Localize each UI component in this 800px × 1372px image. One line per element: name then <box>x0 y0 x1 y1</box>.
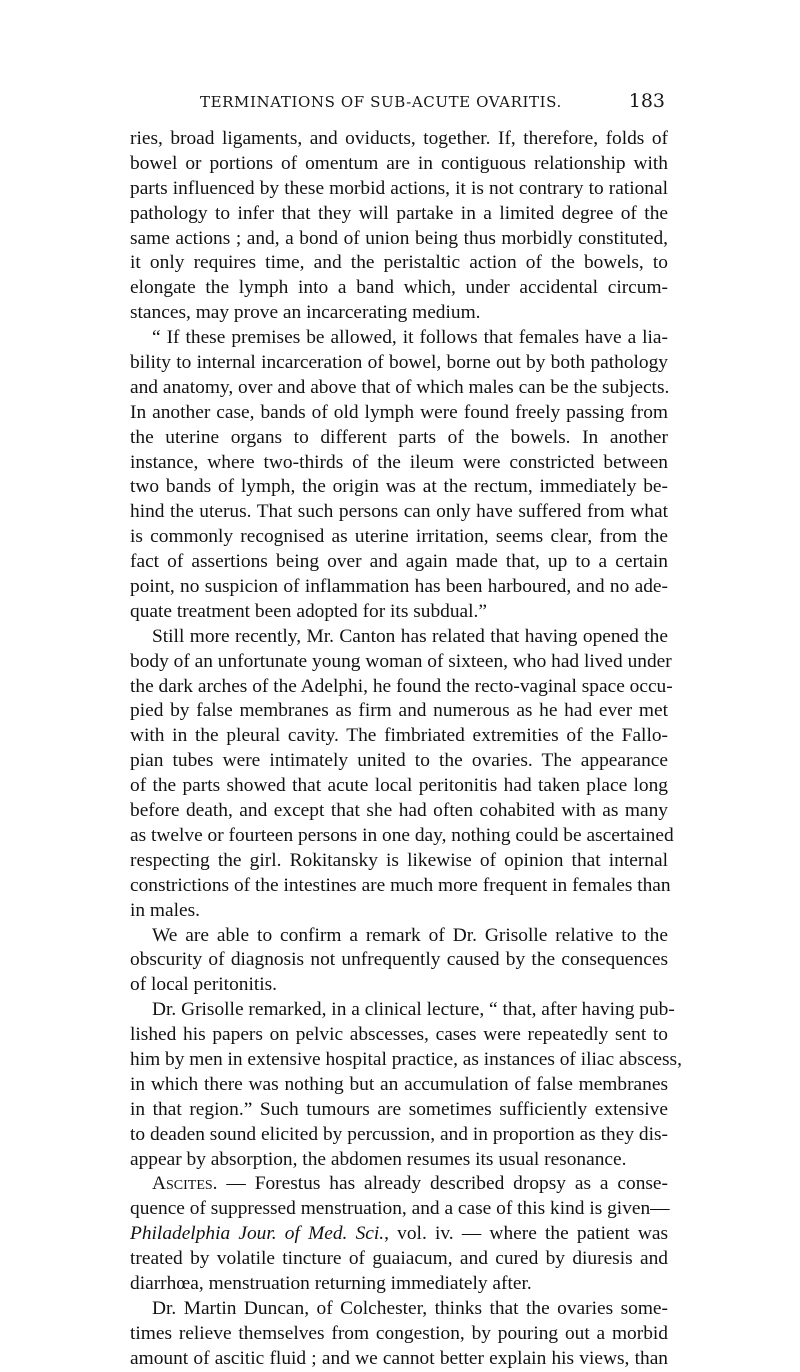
page-number: 183 <box>628 90 665 112</box>
text-line: in that region.” Such tumours are sometimes sufficiently extensive <box>130 1098 668 1120</box>
text-line: pian tubes were intimately united to the ovaries. The appearance <box>130 750 668 772</box>
text-line: quence of suppressed menstruation, and a case of this kind is given— <box>130 1198 670 1220</box>
text-line: elongate the lymph into a band which, under accidental circum- <box>130 277 668 299</box>
text-line: pathology to infer that they will partake in a limited degree of the <box>130 202 668 224</box>
text-line: point, no suspicion of inflammation has been harboured, and no ade- <box>130 576 668 598</box>
text-line: in which there was nothing but an accumulation of false membranes <box>130 1073 668 1095</box>
text-line: him by men in extensive hospital practice, as instances of iliac abscess, <box>130 1048 682 1070</box>
text-line: to deaden sound elicited by percussion, and in proportion as they dis- <box>130 1123 668 1145</box>
text-line: in males. <box>130 899 201 921</box>
text-line: appear by absorption, the abdomen resumes its usual resonance. <box>130 1148 627 1170</box>
text-line: before death, and except that she had often cohabited with as many <box>130 800 668 822</box>
text-line: body of an unfortunate young woman of sixteen, who had lived under <box>130 650 672 672</box>
text-line: In another case, bands of old lymph were found freely passing from <box>130 401 668 423</box>
text-line: pied by false membranes as firm and numerous as he had ever met <box>130 700 668 722</box>
citation-line <box>130 1222 668 1247</box>
running-title: TERMINATIONS OF SUB-ACUTE OVARITIS. <box>200 93 562 111</box>
text-line: stances, may prove an incarcerating medium. <box>130 302 481 324</box>
text-line: quate treatment been adopted for its subdual.” <box>130 600 487 622</box>
ascites-line <box>130 1172 668 1197</box>
ascites-heading: Ascites. <box>152 1173 218 1195</box>
journal-citation: Philadelphia Jour. of Med. Sci. <box>130 1223 385 1245</box>
text-line: fact of assertions being over and again made that, up to a certain <box>130 551 668 573</box>
text-line: instance, where two-thirds of the ileum were constricted between <box>130 451 668 473</box>
running-head <box>130 90 665 118</box>
text-line: bowel or portions of omentum are in contiguous relationship with <box>130 152 668 174</box>
text-line: ries, broad ligaments, and oviducts, together. If, therefore, folds of <box>130 128 668 149</box>
text-line: of local peritonitis. <box>130 974 278 996</box>
text-line: and anatomy, over and above that of which males can be the subjects. <box>130 376 670 398</box>
text-line: the uterine organs to different parts of the bowels. In another <box>130 426 668 448</box>
text-line: treated by volatile tincture of guaiacum, and cured by diuresis and <box>130 1248 668 1270</box>
text-line: the dark arches of the Adelphi, he found the recto-vaginal space occu- <box>130 675 673 697</box>
citation-line-text: , vol. iv. — where the patient was <box>384 1223 668 1245</box>
text-line: bility to internal incarceration of bowel, borne out by both pathology <box>130 352 668 374</box>
text-line: same actions ; and, a bond of union being thus morbidly constituted, <box>130 227 668 249</box>
text-line: it only requires time, and the peristaltic action of the bowels, to <box>130 252 668 274</box>
text-line: obscurity of diagnosis not unfrequently caused by the consequences <box>130 949 668 971</box>
text-line: times relieve themselves from congestion, by pouring out a morbid <box>130 1322 668 1344</box>
text-line: two bands of lymph, the origin was at the rectum, immediately be- <box>130 476 668 498</box>
text-line: Dr. Grisolle remarked, in a clinical lecture, “ that, after having pub- <box>152 999 675 1021</box>
text-line: lished his papers on pelvic abscesses, cases were repeatedly sent to <box>130 1024 668 1046</box>
text-line: respecting the girl. Rokitansky is likewise of opinion that internal <box>130 849 668 871</box>
text-line: as twelve or fourteen persons in one day, nothing could be ascertained <box>130 824 674 846</box>
text-line: parts influenced by these morbid actions, it is not contrary to rational <box>130 177 668 199</box>
text-line: with in the pleural cavity. The fimbriated extremities of the Fallo- <box>130 725 668 747</box>
text-line: “ If these premises be allowed, it follows that females have a lia- <box>152 327 668 349</box>
body-text <box>130 127 682 1372</box>
text-line: We are able to confirm a remark of Dr. Grisolle relative to the <box>152 924 668 946</box>
text-line: constrictions of the intestines are much more frequent in females than <box>130 874 671 896</box>
text-line: hind the uterus. That such persons can only have suffered from what <box>130 501 668 523</box>
text-line: Still more recently, Mr. Canton has related that having opened the <box>152 625 668 647</box>
ascites-line-text: — Forestus has already described dropsy as a conse- <box>217 1173 668 1195</box>
text-line: of the parts showed that acute local peritonitis had taken place long <box>130 775 668 797</box>
text-line: Dr. Martin Duncan, of Colchester, thinks that the ovaries some- <box>152 1297 668 1319</box>
text-line: diarrhœa, menstruation returning immediately after. <box>130 1272 532 1294</box>
text-line: is commonly recognised as uterine irritation, seems clear, from the <box>130 526 668 548</box>
text-line: amount of ascitic fluid ; and we cannot better explain his views, than <box>130 1347 668 1369</box>
